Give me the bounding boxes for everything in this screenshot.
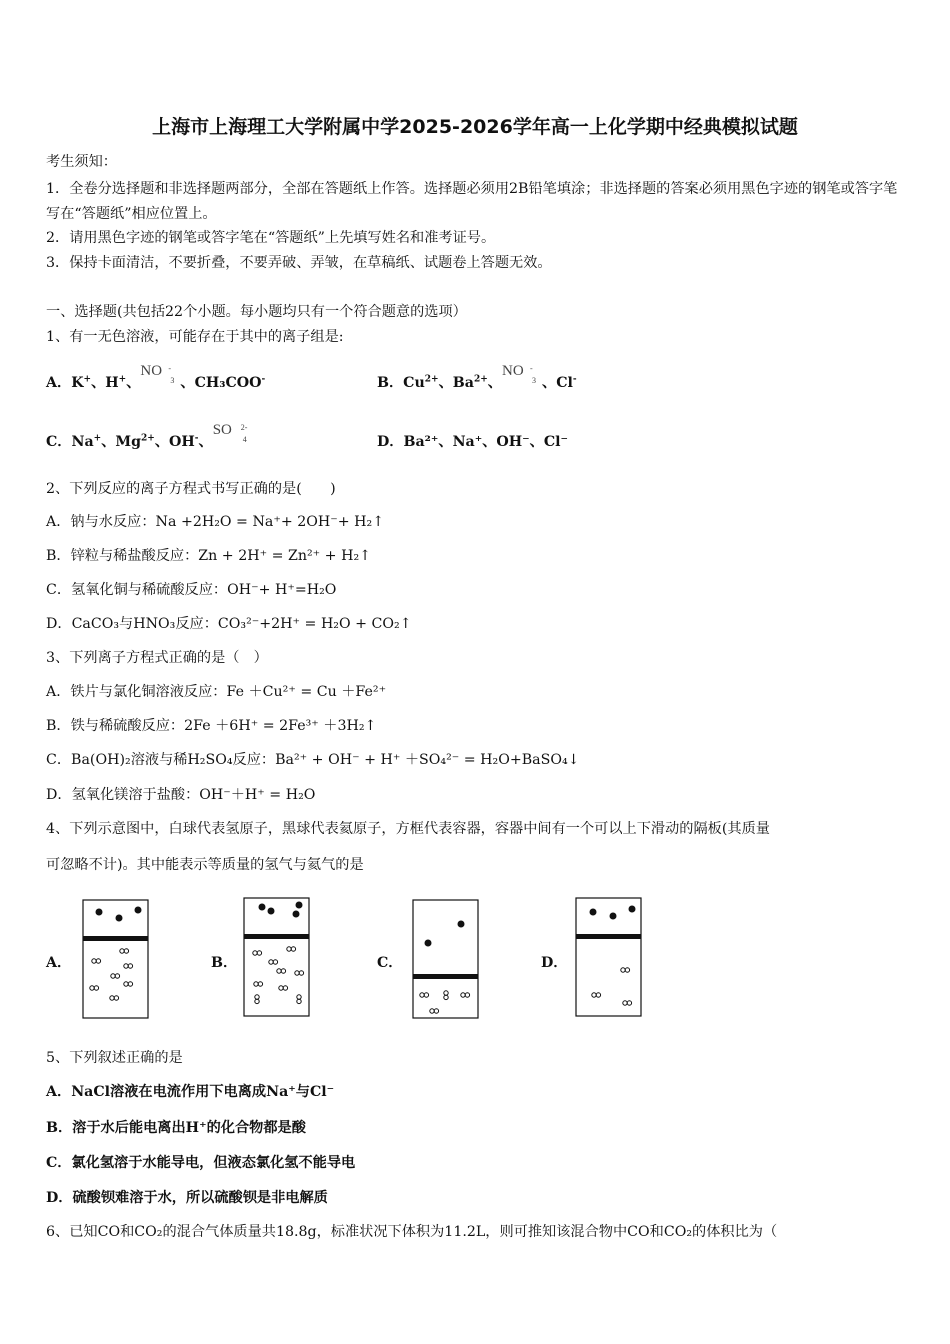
q1-a-k-charge: + (83, 374, 92, 385)
notice-item-2: 2．请用黑色字迹的钢笔或答字笔在“答题纸”上先填写姓名和准考证号。 (46, 230, 496, 246)
q1-c-sulfate-base: SO (212, 422, 232, 438)
q1-option-c (46, 422, 253, 452)
q1-option-b (377, 363, 577, 393)
q4-label-c: C． (377, 955, 403, 971)
q1-b-nitrate-formula (502, 363, 542, 393)
hydrogen-molecule (430, 1009, 439, 1013)
hydrogen-molecule (124, 982, 133, 986)
hydrogen-molecule (295, 971, 304, 975)
q1-c-mg: 、Mg (101, 434, 141, 450)
q4-diagram-a (82, 896, 150, 1022)
q2-option-a: A．钠与水反应：Na +2H₂O = Na⁺+ 2OH⁻+ H₂↑ (46, 514, 385, 530)
q1-c-sulfate-formula (212, 422, 253, 452)
partition (244, 934, 309, 939)
hydrogen-molecule (90, 986, 99, 990)
q1-a-nitrate-charge: - (168, 364, 172, 373)
hydrogen-molecule (279, 986, 288, 990)
hydrogen-molecule (124, 964, 133, 968)
q4-diagram-c (412, 896, 480, 1022)
q1-a-acetate: 、CH₃COO (180, 375, 262, 391)
q1-a-nitrate-base: NO (140, 363, 163, 379)
helium-atom (296, 902, 303, 909)
q3-stem: 3、下列离子方程式正确的是（ ） (46, 650, 268, 666)
q1-b-cl-charge: - (572, 374, 577, 385)
q1-a-sep: 、 (126, 375, 141, 391)
hydrogen-molecule (269, 960, 278, 964)
q6-stem: 6、已知CO和CO₂的混合气体质量共18.8g，标准状况下体积为11.2L，则可推知该混合物中CO和CO₂的体积比为（ (46, 1224, 778, 1240)
notice-heading: 考生须知： (46, 154, 117, 170)
hydrogen-molecule (255, 995, 259, 1004)
hydrogen-molecule (623, 1001, 632, 1005)
container-box (576, 898, 641, 1016)
helium-atom (458, 921, 465, 928)
q4-diagram-d (575, 896, 643, 1022)
helium-atom (610, 913, 617, 920)
helium-atom (590, 909, 597, 916)
q3-option-d: D．氢氧化镁溶于盐酸：OH⁻＋H⁺ = H₂O (46, 787, 316, 803)
q1-c-na-charge: + (93, 433, 102, 444)
q5-option-c: C．氯化氢溶于水能导电，但液态氯化氢不能导电 (46, 1155, 356, 1171)
q2-option-b: B．锌粒与稀盐酸反应：Zn + 2H⁺ = Zn²⁺ + H₂↑ (46, 548, 372, 564)
q1-a-nitrate-formula (140, 363, 180, 393)
q5-option-b: B．溶于水后能电离出H⁺的化合物都是酸 (46, 1120, 306, 1136)
partition (413, 974, 478, 979)
helium-atom (629, 906, 636, 913)
q1-b-cu: B．Cu (377, 375, 425, 391)
helium-atom (135, 907, 142, 914)
hydrogen-molecule (287, 947, 296, 951)
q1-c-oh: 、OH (154, 434, 195, 450)
q4-stem-line-2: 可忽略不计)。其中能表示等质量的氢气与氦气的是 (46, 857, 364, 873)
q3-option-a: A．铁片与氯化铜溶液反应：Fe ＋Cu²⁺ = Cu ＋Fe²⁺ (46, 684, 387, 700)
hydrogen-molecule (592, 993, 601, 997)
q1-b-ba: 、Ba (438, 375, 474, 391)
helium-atom (268, 908, 275, 915)
notice-item-3: 3．保持卡面清洁，不要折叠，不要弄破、弄皱，在草稿纸、试题卷上答题无效。 (46, 255, 552, 271)
q1-a-nitrate-sub: 3 (170, 376, 175, 385)
q1-c-sep: 、 (198, 434, 213, 450)
q5-stem: 5、下列叙述正确的是 (46, 1050, 183, 1066)
q1-c-sulfate-sub: 4 (242, 435, 247, 444)
hydrogen-molecule (253, 951, 262, 955)
hydrogen-molecule (277, 969, 286, 973)
helium-atom (96, 909, 103, 916)
section-heading: 一、选择题(共包括22个小题。每小题均只有一个符合题意的选项） (46, 304, 467, 320)
q1-c-sulfate-charge: 2- (240, 423, 248, 432)
q1-option-d: D．Ba²⁺、Na⁺、OH⁻、Cl⁻ (377, 434, 569, 450)
q1-b-cu-charge: 2+ (424, 374, 439, 385)
q1-b-nitrate-charge: - (530, 364, 533, 373)
q4-label-b: B． (211, 955, 238, 971)
q1-c-na: C．Na (46, 434, 94, 450)
q1-c-mg-charge: 2+ (141, 433, 155, 444)
partition (576, 934, 641, 939)
q1-b-sep: 、 (487, 375, 502, 391)
q4-stem-line-1: 4、下列示意图中，白球代表氢原子，黑球代表氦原子，方框代表容器，容器中间有一个可以上下滑动的隔板(其质量 (46, 821, 770, 837)
hydrogen-molecule (461, 993, 470, 997)
q1-a-acetate-charge: - (261, 374, 266, 385)
hydrogen-molecule (297, 995, 301, 1004)
exam-title: 上海市上海理工大学附属中学2025-2026学年高一上化学期中经典模拟试题 (152, 116, 798, 138)
hydrogen-molecule (120, 949, 129, 953)
hydrogen-molecule (92, 959, 101, 963)
q1-a-h: 、H (91, 375, 119, 391)
hydrogen-molecule (444, 991, 448, 1000)
notice-item-1: 1．全卷分选择题和非选择题两部分，全部在答题纸上作答。选择题必须用2B铅笔填涂；非选择题的答案必须用黑色字迹的钢笔或答字笔写在“答题纸”相应位置上。 (46, 181, 898, 222)
hydrogen-molecule (254, 982, 263, 986)
partition (83, 936, 148, 941)
q2-option-c: C．氢氧化铜与稀硫酸反应：OH⁻+ H⁺=H₂O (46, 582, 337, 598)
q1-stem: 1、有一无色溶液，可能存在于其中的离子组是: (46, 329, 344, 345)
q1-a-h-charge: + (118, 374, 127, 385)
q1-c-oh-charge: - (194, 433, 199, 444)
q4-label-a: A． (46, 955, 72, 971)
q5-option-a: A．NaCl溶液在电流作用下电离成Na⁺与Cl⁻ (46, 1084, 335, 1100)
q3-option-b: B．铁与稀硫酸反应：2Fe ＋6H⁺ = 2Fe³⁺ ＋3H₂↑ (46, 718, 377, 734)
q4-label-d: D． (541, 955, 568, 971)
q1-option-a (46, 363, 266, 393)
q1-a-k: A．K (46, 375, 84, 391)
q1-b-ba-charge: 2+ (473, 374, 488, 385)
q3-option-c: C．Ba(OH)₂溶液与稀H₂SO₄反应：Ba²⁺ + OH⁻ + H⁺ ＋SO₄²⁻ = H₂O+BaSO₄↓ (46, 752, 580, 768)
q4-diagram-b (243, 896, 311, 1022)
q5-option-d: D．硫酸钡难溶于水，所以硫酸钡是非电解质 (46, 1190, 328, 1206)
helium-atom (259, 904, 266, 911)
container-box (413, 900, 478, 1018)
helium-atom (293, 911, 300, 918)
hydrogen-molecule (420, 993, 429, 997)
q1-b-nitrate-sub: 3 (532, 376, 536, 385)
hydrogen-molecule (111, 974, 120, 978)
hydrogen-molecule (110, 996, 119, 1000)
q2-stem: 2、下列反应的离子方程式书写正确的是( ) (46, 481, 336, 497)
helium-atom (425, 940, 432, 947)
helium-atom (116, 915, 123, 922)
hydrogen-molecule (621, 968, 630, 972)
container-box (244, 898, 309, 1016)
q1-b-nitrate-base: NO (502, 363, 524, 379)
q2-option-d: D．CaCO₃与HNO₃反应：CO₃²⁻+2H⁺ = H₂O + CO₂↑ (46, 616, 412, 632)
q1-b-cl: 、Cl (542, 375, 573, 391)
